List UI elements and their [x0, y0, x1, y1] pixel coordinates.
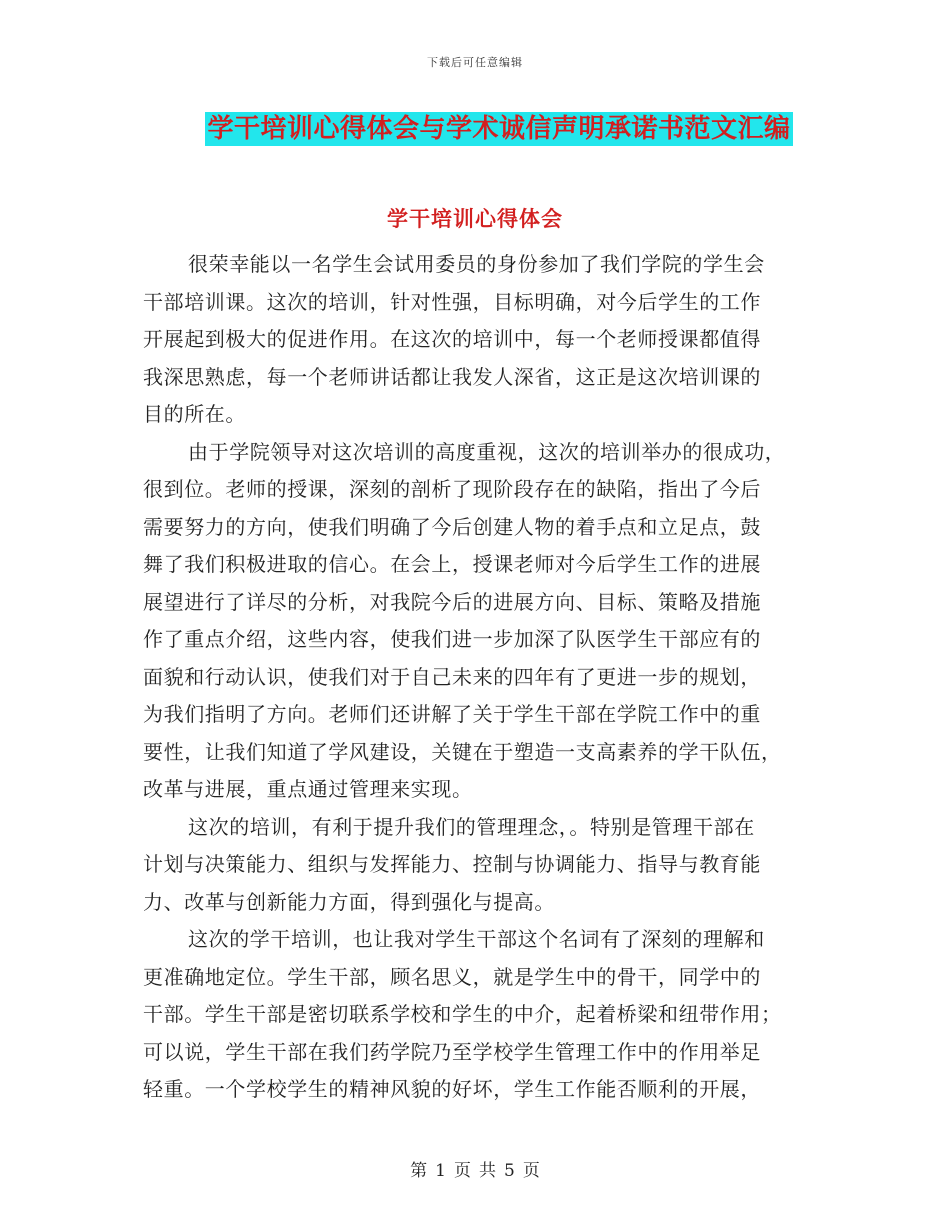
- text-line: 这次的培训，有利于提升我们的管理理念，。特别是管理干部在: [188, 814, 755, 839]
- text-line: 展望进行了详尽的分析，对我院今后的进展方向、目标、策略及措施: [143, 589, 761, 614]
- header-note: 下载后可任意编辑: [427, 56, 523, 69]
- section-title: 学干培训心得体会: [387, 206, 563, 231]
- text-line: 要性，让我们知道了学风建设，关键在于塑造一支高素养的学干队伍，: [143, 739, 782, 764]
- page-label-mid1: 页: [454, 1161, 471, 1181]
- text-line: 很到位。老师的授课，深刻的剖析了现阶段存在的缺陷，指出了今后: [143, 477, 761, 501]
- text-line: 目的所在。: [143, 402, 246, 426]
- document-body: [143, 246, 809, 1109]
- text-line: 需要努力的方向，使我们明确了今后创建人物的着手点和立足点，鼓: [143, 514, 761, 539]
- page-current: 1: [435, 1161, 446, 1181]
- page-label-mid2: 共: [479, 1161, 496, 1181]
- document-title-container: [0, 112, 950, 146]
- text-line: 干部。学生干部是密切联系学校和学生的中介，起着桥梁和纽带作用；: [143, 1002, 782, 1026]
- text-line: 为我们指明了方向。老师们还讲解了关于学生干部在学院工作中的重: [143, 702, 761, 726]
- text-line: 计划与决策能力、组织与发挥能力、控制与协调能力、指导与教育能: [143, 852, 761, 876]
- text-line: 力、改革与创新能力方面，得到强化与提高。: [143, 889, 555, 914]
- text-line: 舞了我们积极进取的信心。在会上，授课老师对今后学生工作的进展: [143, 552, 761, 576]
- text-line: 干部培训课。这次的培训，针对性强，目标明确，对今后学生的工作: [143, 289, 761, 314]
- text-line: 作了重点介绍，这些内容，使我们进一步加深了队医学生干部应有的: [143, 627, 761, 651]
- text-line: 这次的学干培训，也让我对学生干部这个名词有了深刻的理解和: [188, 927, 765, 951]
- text-line: 轻重。一个学校学生的精神风貌的好坏，学生工作能否顺利的开展，: [143, 1077, 761, 1101]
- text-line: 我深思熟虑，每一个老师讲话都让我发人深省，这正是这次培训课的: [143, 364, 761, 389]
- text-line: 更准确地定位。学生干部，顾名思义，就是学生中的骨干，同学中的: [143, 964, 761, 989]
- page-label-suffix: 页: [522, 1161, 540, 1181]
- text-line: 由于学院领导对这次培训的高度重视，这次的培训举办的很成功，: [188, 439, 786, 464]
- text-line: 很荣幸能以一名学生会试用委员的身份参加了我们学院的学生会: [188, 252, 765, 276]
- text-line: 改革与进展，重点通过管理来实现。: [143, 777, 473, 801]
- page-label-prefix: 第: [410, 1161, 428, 1181]
- document-title: 学干培训心得体会与学术诚信声明承诺书范文汇编: [207, 114, 791, 144]
- text-line: 开展起到极大的促进作用。在这次的培训中，每一个老师授课都值得: [143, 327, 761, 351]
- page-total: 5: [504, 1161, 515, 1181]
- page-footer: [0, 1156, 950, 1181]
- text-line: 可以说，学生干部在我们药学院乃至学校学生管理工作中的作用举足: [143, 1039, 761, 1064]
- text-line: 面貌和行动认识，使我们对于自己未来的四年有了更进一步的规划，: [143, 664, 761, 689]
